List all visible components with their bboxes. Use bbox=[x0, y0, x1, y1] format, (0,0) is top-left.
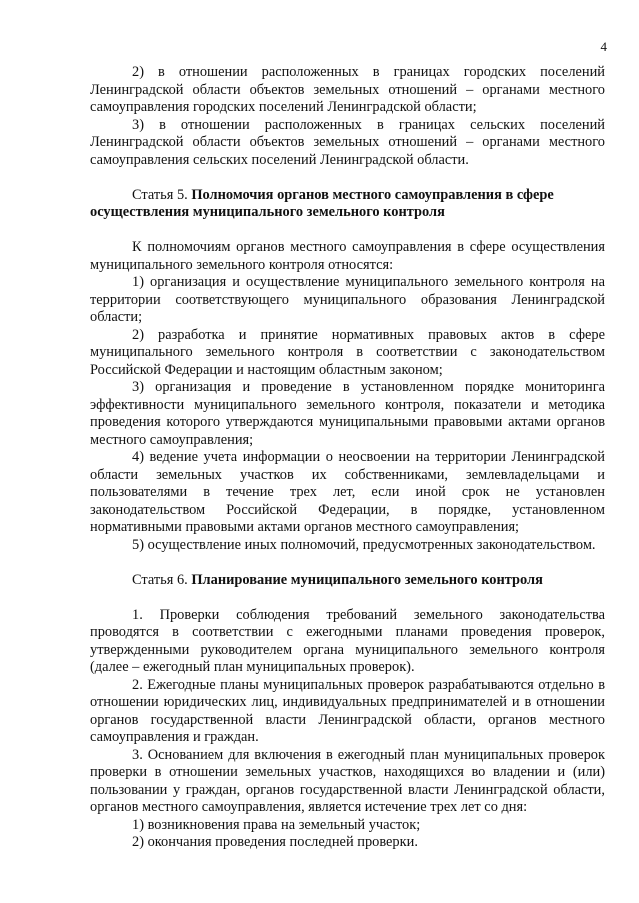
article-6-paragraph: 1. Проверки соблюдения требований земельного законодательства проводятся в соответствии с ежегодными планами проведения проверок, утвержденными руководителем органа муниципального земельного контроля (далее – ежегодный план муниципальных проверок). bbox=[90, 606, 605, 675]
article-6-heading bbox=[90, 572, 605, 590]
list-item: 5) осуществление иных полномочий, предусмотренных законодательством. bbox=[132, 536, 596, 553]
document-body bbox=[90, 64, 605, 852]
article-6-paragraph: 2. Ежегодные планы муниципальных проверок разрабатываются отдельно в отношении юридических лиц, индивидуальных предпринимателей и в отношении органов государственной власти Ленинградской области, органов местного самоуправления и граждан. bbox=[90, 676, 605, 745]
list-item: 2) в отношении расположенных в границах городских поселений Ленинградской области объектов земельных отношений – органами местного самоуправления городских поселений Ленинградской области; bbox=[90, 64, 605, 115]
article-5-intro: К полномочиям органов местного самоуправления в сфере осуществления муниципального земельного контроля относятся: bbox=[90, 239, 605, 273]
list-item: 1) возникновения права на земельный участок; bbox=[132, 816, 421, 833]
list-item: 3) в отношении расположенных в границах сельских поселений Ленинградской области объектов земельных отношений – органами местного самоуправления сельских поселений Ленинградской области. bbox=[90, 116, 605, 168]
list-item: 4) ведение учета информации о неосвоении на территории Ленинградской области земельных участков их собственниками, землевладельцами и пользователями в течение трех лет, если иной срок не установлен законодательством Российской Федерации, в порядке, установленном нормативными правовыми актами органов местного самоуправления; bbox=[90, 449, 605, 535]
spacer bbox=[90, 222, 605, 240]
list-item: 1) организация и осуществление муниципального земельного контроля на территории соответствующего муниципального образования Ленинградской области; bbox=[90, 274, 605, 325]
article-5-title: Полномочия органов местного самоуправления в сфере осуществления муниципального земельного контроля bbox=[90, 186, 554, 220]
list-item: 2) разработка и принятие нормативных правовых актов в сфере муниципального земельного контроля в соответствии с законодательством Российской Федерации и настоящим областным законом; bbox=[90, 326, 605, 378]
article-6-prefix: Статья 6. bbox=[132, 571, 192, 588]
article-5-heading bbox=[90, 187, 605, 222]
spacer bbox=[90, 554, 605, 572]
spacer bbox=[90, 169, 605, 187]
article-6-paragraph: 3. Основанием для включения в ежегодный план муниципальных проверок проверки в отношении земельных участков, находящихся во владении и (или) пользовании у граждан, органов государственной власти Ленинградской области, органов местного самоуправления, является истечение трех лет со дня: bbox=[90, 746, 605, 815]
list-item: 3) организация и проведение в установленном порядке мониторинга эффективности муниципального земельного контроля, показатели и методика проведения которого утверждаются муниципальными правовыми актами органов местного самоуправления; bbox=[90, 379, 605, 448]
article-5-prefix: Статья 5. bbox=[132, 186, 192, 203]
spacer bbox=[90, 589, 605, 607]
article-6-title: Планирование муниципального земельного контроля bbox=[191, 571, 543, 588]
list-item: 2) окончания проведения последней проверки. bbox=[132, 834, 418, 850]
page-number: 4 bbox=[600, 39, 607, 54]
